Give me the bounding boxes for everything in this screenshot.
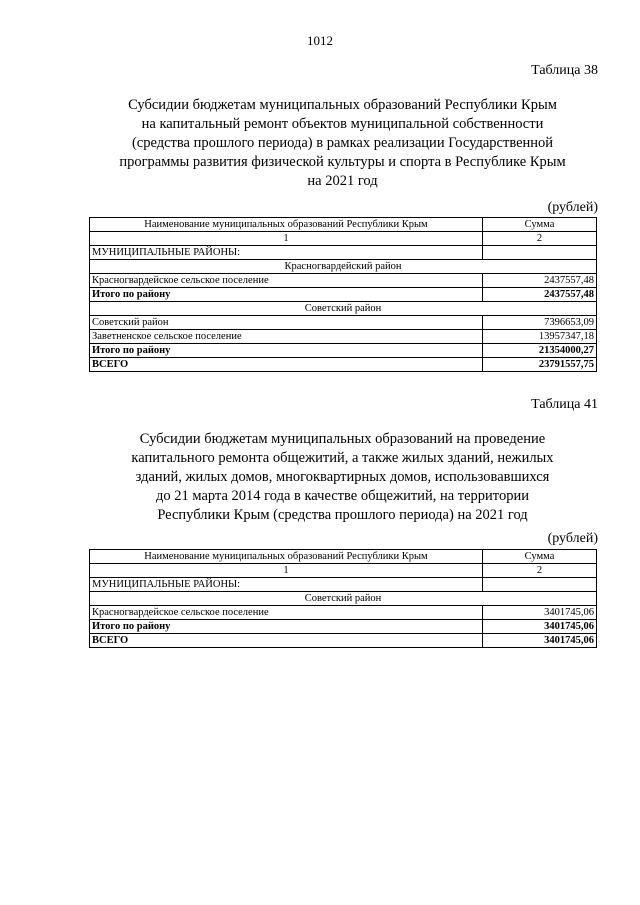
table-row bbox=[90, 274, 597, 288]
grand-total-label: ВСЕГО bbox=[90, 634, 483, 648]
column-number-row bbox=[90, 232, 597, 246]
header-sum: Сумма bbox=[483, 550, 597, 564]
district-total-row bbox=[90, 344, 597, 358]
header-name: Наименование муниципальных образований Республики Крым bbox=[90, 550, 483, 564]
district-row bbox=[90, 592, 597, 606]
table-row bbox=[90, 316, 597, 330]
grand-total-row bbox=[90, 358, 597, 372]
table-41 bbox=[89, 549, 597, 648]
total-sum: 3401745,06 bbox=[483, 620, 597, 634]
district-total-row bbox=[90, 620, 597, 634]
title-line: (средства прошлого периода) в рамках реализации Государственной bbox=[131, 135, 554, 151]
header-sum: Сумма bbox=[483, 218, 597, 232]
table-38-units: (рублей) bbox=[547, 200, 598, 215]
row-name: Красногвардейское сельское поселение bbox=[90, 606, 483, 620]
row-name: Советский район bbox=[90, 316, 483, 330]
title-line: Республики Крым (средства прошлого периода) на 2021 год bbox=[157, 507, 528, 523]
table-41-label: Таблица 41 bbox=[531, 397, 598, 412]
title-line: Субсидии бюджетам муниципальных образований Республики Крым bbox=[128, 97, 557, 113]
row-sum: 7396653,09 bbox=[483, 316, 597, 330]
grand-total-row bbox=[90, 634, 597, 648]
district-row bbox=[90, 302, 597, 316]
title-line: на капитальный ремонт объектов муниципальной собственности bbox=[141, 116, 544, 132]
col-number-1: 1 bbox=[90, 232, 483, 246]
page-number: 1012 bbox=[307, 33, 333, 48]
table-38-title bbox=[90, 96, 595, 191]
grand-total-sum: 23791557,75 bbox=[483, 358, 597, 372]
section-row bbox=[90, 246, 597, 260]
grand-total-sum: 3401745,06 bbox=[483, 634, 597, 648]
row-name: Красногвардейское сельское поселение bbox=[90, 274, 483, 288]
table-row bbox=[90, 606, 597, 620]
district-name: Советский район bbox=[90, 302, 597, 316]
column-number-row bbox=[90, 564, 597, 578]
row-sum: 2437557,48 bbox=[483, 274, 597, 288]
col-number-2: 2 bbox=[483, 232, 597, 246]
table-38-label: Таблица 38 bbox=[531, 63, 598, 78]
section-row bbox=[90, 578, 597, 592]
empty-cell bbox=[483, 246, 597, 260]
title-line: зданий, жилых домов, многоквартирных домов, использовавшихся bbox=[135, 469, 550, 485]
section-label: МУНИЦИПАЛЬНЫЕ РАЙОНЫ: bbox=[90, 246, 483, 260]
section-label: МУНИЦИПАЛЬНЫЕ РАЙОНЫ: bbox=[90, 578, 483, 592]
title-line: до 21 марта 2014 года в качестве общежитий, на территории bbox=[156, 488, 529, 504]
header-name: Наименование муниципальных образований Республики Крым bbox=[90, 218, 483, 232]
empty-cell bbox=[483, 578, 597, 592]
district-row bbox=[90, 260, 597, 274]
grand-total-label: ВСЕГО bbox=[90, 358, 483, 372]
total-label: Итого по району bbox=[90, 620, 483, 634]
row-sum: 13957347,18 bbox=[483, 330, 597, 344]
total-sum: 2437557,48 bbox=[483, 288, 597, 302]
district-total-row bbox=[90, 288, 597, 302]
table-header-row bbox=[90, 218, 597, 232]
total-sum: 21354000,27 bbox=[483, 344, 597, 358]
col-number-1: 1 bbox=[90, 564, 483, 578]
title-line: капитального ремонта общежитий, а также жилых зданий, нежилых bbox=[131, 450, 554, 466]
col-number-2: 2 bbox=[483, 564, 597, 578]
row-sum: 3401745,06 bbox=[483, 606, 597, 620]
total-label: Итого по району bbox=[90, 344, 483, 358]
table-41-title bbox=[90, 430, 595, 525]
table-41-units: (рублей) bbox=[547, 531, 598, 546]
total-label: Итого по району bbox=[90, 288, 483, 302]
table-row bbox=[90, 330, 597, 344]
table-38 bbox=[89, 217, 597, 372]
title-line: на 2021 год bbox=[307, 173, 378, 189]
district-name: Советский район bbox=[90, 592, 597, 606]
row-name: Заветненское сельское поселение bbox=[90, 330, 483, 344]
district-name: Красногвардейский район bbox=[90, 260, 597, 274]
title-line: Субсидии бюджетам муниципальных образований на проведение bbox=[139, 431, 546, 447]
title-line: программы развития физической культуры и спорта в Республике Крым bbox=[119, 154, 566, 170]
table-header-row bbox=[90, 550, 597, 564]
